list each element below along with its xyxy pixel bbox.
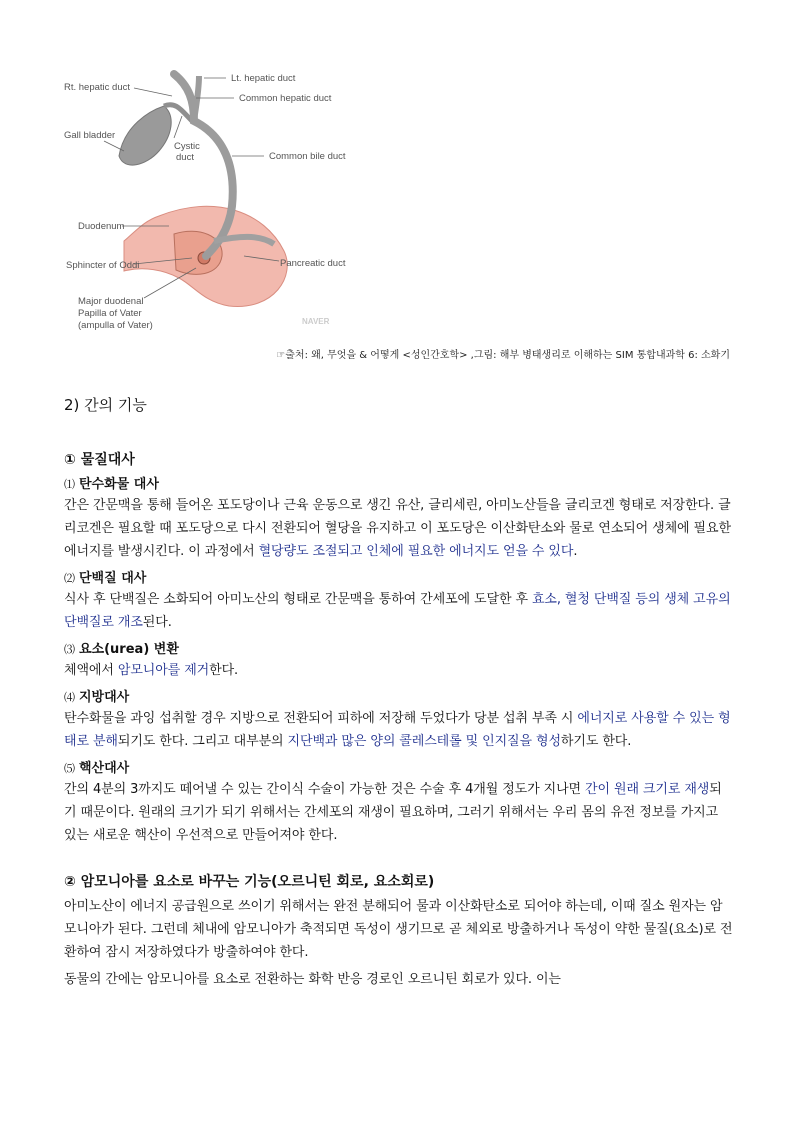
label-pancreatic-duct: Pancreatic duct xyxy=(280,258,346,269)
nucleic-highlight: 간이 원래 크기로 재생 xyxy=(585,782,710,797)
protein-title: 단백질 대사 xyxy=(79,571,147,586)
urea-title: 요소(urea) 변환 xyxy=(79,642,179,657)
label-cystic: Cystic xyxy=(174,141,200,152)
label-major-duodenal: Major duodenal xyxy=(78,296,144,307)
fat-text-3: 하기도 한다. xyxy=(560,734,632,749)
label-sphincter-of-oddi: Sphincter of Oddi xyxy=(66,260,140,271)
urea-text-2: 한다. xyxy=(209,663,239,678)
nucleic-num: ⑸ xyxy=(64,762,75,775)
carb-num: ⑴ xyxy=(64,478,75,491)
label-gall-bladder: Gall bladder xyxy=(64,130,116,141)
gall-bladder-shape xyxy=(119,106,171,165)
urea-heading xyxy=(64,638,734,657)
figure-caption: ☞출처: 왜, 무엇을 & 어떻게 <성인간호학> ,그림: 해부 병태생리로 이해하는 SIM 통합내과학 6: 소화기 xyxy=(276,350,730,361)
carb-highlight: 혈당량도 조절되고 인체에 필요한 에너지도 얻을 수 있다 xyxy=(258,544,574,559)
protein-paragraph xyxy=(64,588,734,634)
fat-title: 지방대사 xyxy=(79,690,130,705)
ornithine-paragraph-2: 동물의 간에는 암모니아를 요소로 전환하는 화학 반응 경로인 오르니틴 회로가 있다. 이는 xyxy=(64,972,561,987)
ornithine-paragraph-1: 아미노산이 에너지 공급원으로 쓰이기 위해서는 완전 분해되어 물과 이산화탄소로 되어야 하는데, 이때 질소 원자는 암모니아가 된다. 그런데 체내에 암모니아가 축적되면 독성이 생기므로 곧 체외로 방출하거나 독성이 약한 물질(요소)로 전환하여 잠시 저장하였다가 방출하여야 한다. xyxy=(64,899,733,960)
section-title: 2) 간의 기능 xyxy=(64,396,147,414)
protein-highlight: 효소, 혈청 단백질 등의 생체 고유의 단백질로 개조 xyxy=(64,592,731,630)
protein-num: ⑵ xyxy=(64,572,75,585)
fat-text-2: 되기도 한다. 그리고 대부분의 xyxy=(117,734,288,749)
biliary-anatomy-figure xyxy=(64,66,354,336)
nucleic-heading xyxy=(64,757,734,776)
fat-paragraph xyxy=(64,707,734,753)
label-common-hepatic-duct: Common hepatic duct xyxy=(239,93,332,104)
label-rt-hepatic-duct: Rt. hepatic duct xyxy=(64,82,131,93)
ornithine-heading: ② 암모니아를 요소로 바꾸는 기능(오르니틴 회로, 요소회로) xyxy=(64,874,435,890)
carb-paragraph xyxy=(64,494,734,563)
label-ampulla-of-vater: (ampulla of Vater) xyxy=(78,320,153,331)
label-papilla-of-vater: Papilla of Vater xyxy=(78,308,142,319)
nucleic-text-1: 간의 4분의 3까지도 떼어낼 수 있는 간이식 수술이 가능한 것은 수술 후 4개월 정도가 지나면 xyxy=(64,782,586,797)
carb-heading xyxy=(64,473,734,492)
main-content xyxy=(64,390,734,995)
label-cystic-duct: duct xyxy=(176,152,194,163)
label-lt-hepatic-duct: Lt. hepatic duct xyxy=(231,73,296,84)
lt-hepatic-duct-shape xyxy=(194,76,199,121)
naver-watermark: NAVER xyxy=(302,317,330,326)
label-duodenum: Duodenum xyxy=(78,221,125,232)
label-common-bile-duct: Common bile duct xyxy=(269,151,346,162)
urea-paragraph xyxy=(64,659,734,682)
fat-num: ⑷ xyxy=(64,691,75,704)
biliary-anatomy-illustration xyxy=(64,66,354,336)
urea-highlight: 암모니아를 제거 xyxy=(117,663,210,678)
urea-num: ⑶ xyxy=(64,643,75,656)
protein-text-2: 된다. xyxy=(142,615,172,630)
nucleic-text-2: 되기 때문이다. 원래의 크기가 되기 위해서는 간세포의 재생이 필요하며, 그러기 위해서는 우리 몸의 유전 정보를 가지고 있는 새로운 핵산이 우선적으로 만들어져야 한다. xyxy=(64,782,722,843)
protein-heading xyxy=(64,567,734,586)
section-gap xyxy=(64,851,734,871)
protein-text-1: 식사 후 단백질은 소화되어 아미노산의 형태로 간문맥을 통하여 간세포에 도달한 후 xyxy=(64,592,532,607)
urea-text-1: 체액에서 xyxy=(64,663,118,678)
carb-text-1: 간은 간문맥을 통해 들어온 포도당이나 근육 운동으로 생긴 유산, 글리세린, 아미노산들을 글리코겐 형태로 저장한다. 글리코겐은 필요할 때 포도당으로 다시 전환되어 혈당을 유지하고 이 포도당은 이산화탄소와 물로 연소되어 생체에 필요한 에너지를 발생시킨다. 이 과정에서 xyxy=(64,498,731,559)
fat-text-1: 탄수화물을 과잉 섭취할 경우 지방으로 전환되어 피하에 저장해 두었다가 당분 섭취 부족 시 xyxy=(64,711,578,726)
nucleic-title: 핵산대사 xyxy=(79,761,130,776)
carb-text-2: . xyxy=(573,544,578,559)
fat-highlight-1: 에너지로 사용할 수 있는 형태로 분해 xyxy=(64,711,731,749)
metabolism-heading: ① 물질대사 xyxy=(64,452,135,468)
fat-highlight-2: 지단백과 많은 양의 콜레스테롤 및 인지질을 형성 xyxy=(287,734,561,749)
nucleic-paragraph xyxy=(64,778,734,847)
carb-title: 탄수화물 대사 xyxy=(79,477,159,492)
fat-heading xyxy=(64,686,734,705)
